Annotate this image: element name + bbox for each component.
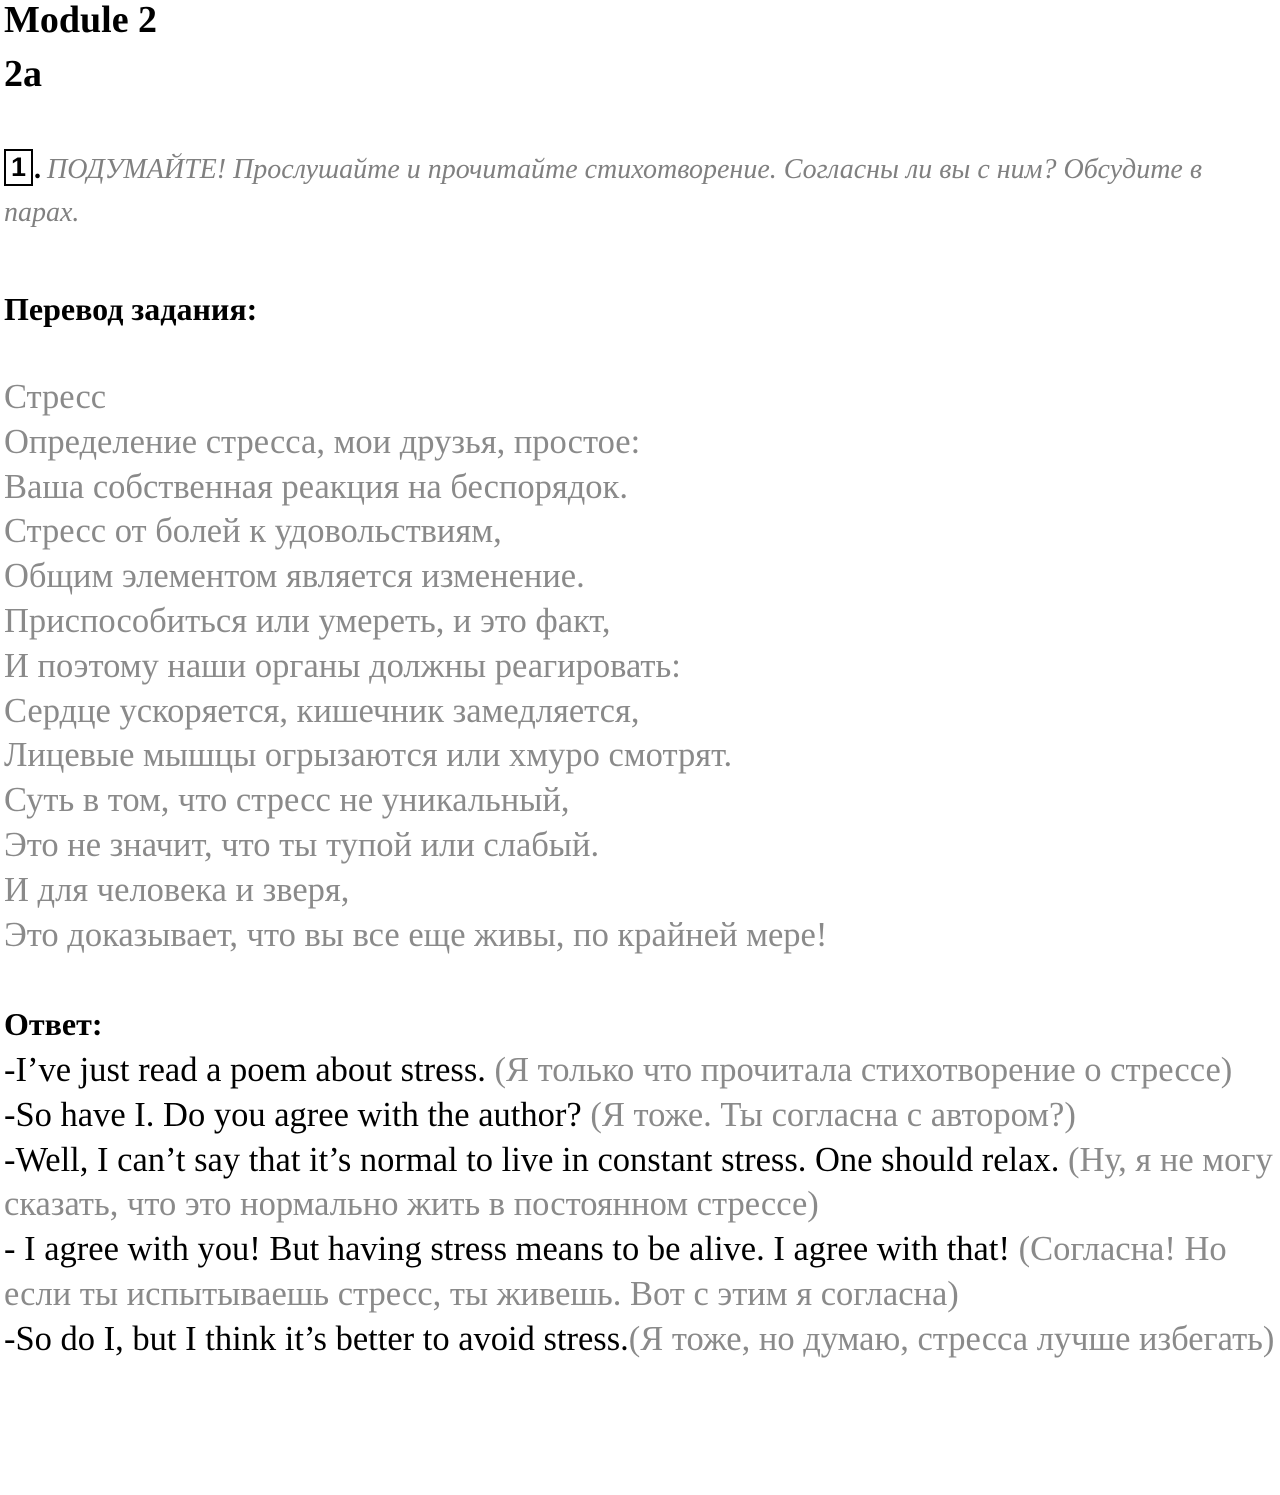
dialogue-line [4, 1317, 1280, 1362]
task-number-dot: . [34, 154, 42, 185]
dialogue-english: - I agree with you! But having stress means to be alive. I agree with that! [4, 1230, 1019, 1269]
poem-translation [4, 375, 827, 957]
dialogue-english: -So have I. Do you agree with the author? [4, 1095, 591, 1134]
poem-line: Это доказывает, что вы все еще живы, по крайней мере! [4, 915, 828, 954]
poem-line: Стресс от болей к удовольствиям, [4, 512, 502, 551]
dialogue-english: -Well, I can’t say that it’s normal to live in constant stress. One should relax. [4, 1140, 1068, 1179]
poem-line: Определение стресса, мои друзья, простое: [4, 422, 641, 461]
dialogue-russian-translation: (Я тоже. Ты согласна с автором?) [590, 1095, 1076, 1134]
poem-line: Общим элементом является изменение. [4, 557, 585, 596]
dialogue-line [4, 1093, 1280, 1138]
poem-line: И поэтому наши органы должны реагировать: [4, 646, 681, 685]
dialogue-russian-translation: (Ну, я не могу сказать, что это нормально жить в постоянном стрессе) [4, 1140, 1273, 1224]
translation-heading: Перевод задания: [4, 291, 258, 327]
dialogue-english: -I’ve just read a poem about stress. [4, 1051, 495, 1089]
answer-dialogue [4, 1048, 1280, 1362]
dialogue-russian-translation: (Согласна! Но если ты испытываешь стресс, ты живешь. Вот с этим я согласна) [4, 1230, 1227, 1313]
dialogue-line [4, 1138, 1280, 1228]
module-title: Module 2 [4, 0, 158, 41]
poem-line: Это не значит, что ты тупой или слабый. [4, 825, 600, 864]
dialogue-russian-translation: (Я только что прочитала стихотворение о стрессе) [494, 1051, 1233, 1089]
poem-line: Ваша собственная реакция на беспорядок. [4, 467, 628, 506]
dialogue-line [4, 1048, 1280, 1093]
poem-line: Лицевые мышцы огрызаются или хмуро смотрят. [4, 736, 733, 775]
poem-line: Стресс [4, 378, 107, 416]
task-instruction [4, 148, 1276, 234]
dialogue-english: -So do I, but I think it’s better to avoid stress. [4, 1319, 629, 1358]
poem-line: Суть в том, что стресс не уникальный, [4, 781, 570, 820]
task-text: ПОДУМАЙТЕ! Прослушайте и прочитайте стихотворение. Согласны ли вы с ним? Обсудите в парах. [4, 154, 1203, 228]
poem-line: Сердце ускоряется, кишечник замедляется, [4, 691, 640, 730]
poem-line: И для человека и зверя, [4, 870, 350, 909]
answer-heading: Ответ: [4, 1006, 103, 1042]
lesson-title: 2a [4, 53, 42, 95]
poem-line: Приспособиться или умереть, и это факт, [4, 601, 611, 640]
dialogue-line [4, 1227, 1280, 1317]
task-number-box: 1 [4, 149, 33, 186]
dialogue-russian-translation: (Я тоже, но думаю, стресса лучше избегать) [628, 1319, 1275, 1358]
